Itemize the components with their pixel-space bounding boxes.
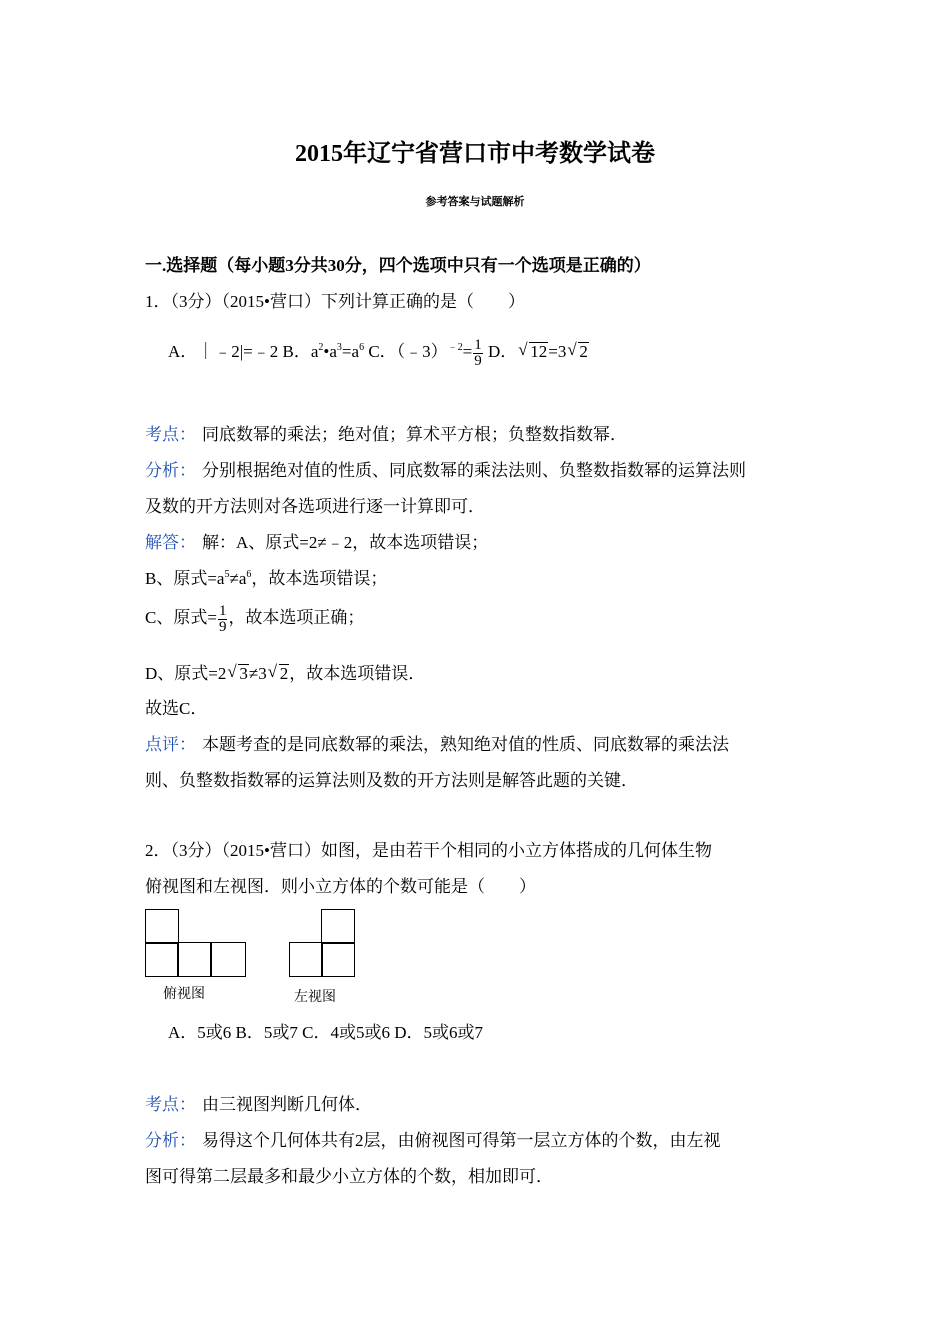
q2-kaodian: 考点： 由三视图判断几何体．	[145, 1095, 372, 1114]
q1-dianping-1: 点评： 本题考查的是同底数幂的乘法，熟知绝对值的性质、同底数幂的乘法法	[145, 735, 729, 754]
q1-options	[168, 337, 589, 369]
fenxi-label: 分析：	[145, 461, 196, 480]
sqrt-2: √ 2	[567, 340, 588, 361]
q1-fenxi-1: 分析： 分别根据绝对值的性质、同底数幂的乘法法则、负整数指数幂的运算法则	[145, 461, 746, 480]
fraction-one-ninth: $\frac{1}{9}$	[218, 602, 227, 635]
kaodian-label: 考点：	[145, 425, 196, 444]
q2-fenxi-2: 图可得第二层最多和最少小立方体的个数，相加即可．	[145, 1167, 553, 1186]
left-view-cell	[321, 909, 355, 944]
kaodian-label: 考点：	[145, 1095, 196, 1114]
top-view-caption: 俯视图	[163, 986, 205, 1002]
top-view-cell	[145, 942, 179, 977]
q1-option-d: D． √ 12=3 √ 2	[488, 340, 588, 361]
q1-fenxi-2: 及数的开方法则对各选项进行逐一计算即可．	[145, 497, 485, 516]
q1-jieda-a: 解答： 解：A、原式=2≠﹣2，故本选项错误；	[145, 533, 489, 552]
left-view-cell	[289, 942, 323, 977]
top-view-figure	[145, 909, 247, 977]
q2-fenxi-1: 分析： 易得这个几何体共有2层，由俯视图可得第一层立方体的个数，由左视	[145, 1131, 721, 1150]
q1-option-b: B．$a^2•a^3=a^6$	[282, 342, 365, 361]
q1-jieda-d: D、原式=2 √ 3≠3 √ 2，故本选项错误．	[145, 662, 426, 683]
page-title: 2015年辽宁省营口市中考数学试卷	[295, 141, 655, 167]
sqrt-3: √ 3	[227, 662, 248, 683]
dianping-label: 点评：	[145, 735, 196, 754]
q2-options: A．5或6 B．5或7 C．4或5或6 D．5或6或7	[168, 1023, 483, 1042]
q2-stem-2: 俯视图和左视图．则小立方体的个数可能是（ ）	[145, 877, 536, 896]
jieda-label: 解答：	[145, 533, 196, 552]
left-view-figure	[289, 909, 355, 977]
q1-stem: 1．（3分）（2015•营口）下列计算正确的是（ ）	[145, 292, 525, 311]
top-view-cell	[177, 942, 212, 977]
sqrt-12: √ 12	[518, 340, 548, 361]
sqrt-2: √ 2	[267, 662, 289, 683]
q1-kaodian: 考点： 同底数幂的乘法；绝对值；算术平方根；负整数指数幂．	[145, 425, 627, 444]
left-view-caption: 左视图	[294, 989, 336, 1005]
q1-option-a: A．｜﹣2|=﹣2	[168, 342, 279, 361]
fenxi-label: 分析：	[145, 1131, 196, 1150]
section-heading: 一.选择题（每小题3分共30分，四个选项中只有一个选项是正确的）	[145, 256, 651, 275]
q1-dianping-2: 则、负整数指数幂的运算法则及数的开方法则是解答此题的关键．	[145, 771, 638, 790]
left-view-cell	[321, 942, 355, 977]
q1-jieda-c: C、原式= $\frac{1}{9}$ ，故本选项正确；	[145, 602, 365, 635]
top-view-cell	[210, 942, 246, 977]
top-view-cell	[145, 909, 179, 944]
fraction-one-ninth: $\frac{1}{9}$	[474, 336, 482, 369]
q1-option-c: C．（﹣3）$^{﹣2}$= $\frac{1}{9}$	[368, 336, 482, 369]
q1-answer: 故选C．	[145, 699, 208, 718]
page-subtitle: 参考答案与试题解析	[425, 196, 525, 208]
q2-stem-1: 2．（3分）（2015•营口）如图，是由若干个相同的小立方体搭成的几何体生物	[145, 841, 712, 860]
q1-jieda-b: B、原式$=a^5\ne a^6$，故本选项错误；	[145, 569, 388, 588]
